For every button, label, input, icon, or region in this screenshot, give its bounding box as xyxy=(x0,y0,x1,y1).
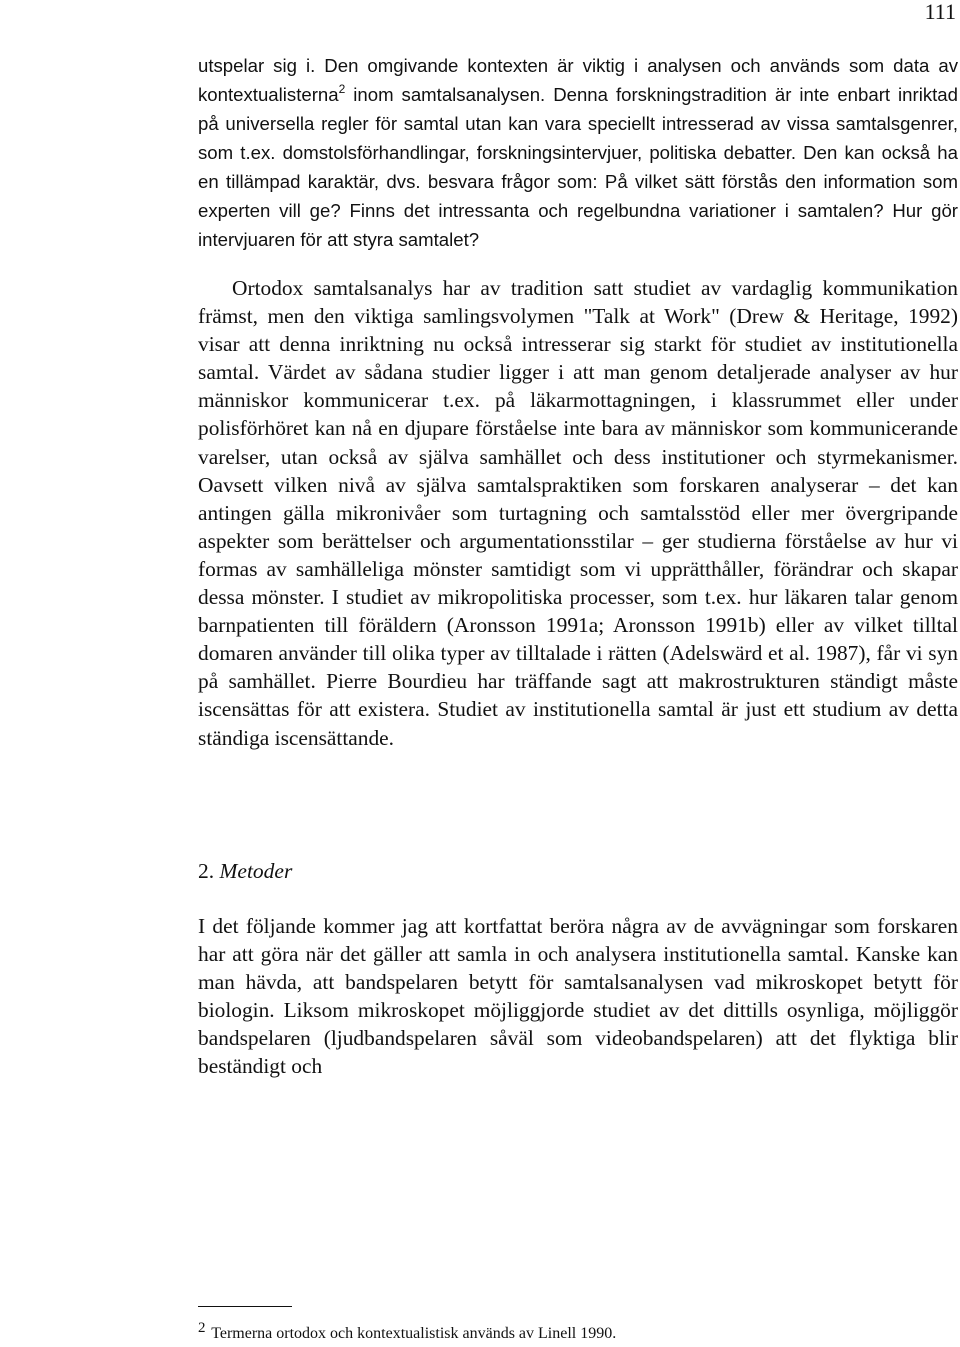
footnote-reference: 2 xyxy=(338,82,346,96)
body-paragraph-2 xyxy=(198,274,958,752)
footnote-mark: 2 xyxy=(198,1320,206,1336)
body-paragraph-1 xyxy=(198,51,958,254)
section-title: Metoder xyxy=(219,859,293,883)
footnote-divider xyxy=(198,1306,292,1307)
body-paragraph-3 xyxy=(198,912,958,1081)
paragraph-1-text-b: inom samtalsanalysen. Denna forskningstradition är inte enbart inriktad på universella regler för samtal utan kan vara speciellt intresserad av vissa samtalsgenrer, som t.ex. domstolsförhandlingar, forskningsintervjuer, politiska debatter. Den kan också ha en tillämpad karaktär, dvs. besvara frågor som: På vilket sätt förstås den information som experten vill ge? Finns det intressanta och regelbundna variationer i samtalen? Hur gör intervjuaren för att styra samtalet? xyxy=(198,84,958,250)
footnote-text: Termerna ortodox och kontextualistisk används av Linell 1990. xyxy=(211,1325,617,1342)
page-number: 111 xyxy=(924,0,956,24)
section-heading xyxy=(198,857,292,885)
paragraph-1-text-a: utspelar sig i. Den omgivande kontexten är viktig i analysen och används som data av kontextualisterna xyxy=(198,55,958,105)
paragraph-3-text: I det följande kommer jag att kortfattat beröra några av de avvägningar som forskaren har att göra när det gäller att samla in och analysera institutionella samtal. Kanske kan man hävda, att bandspelaren betytt för samtalsanalysen vad mikroskopet betytt för biologin. Liksom mikroskopet möjliggjorde studiet av det dittills osynliga, möjliggör bandspelaren (ljudbandspelaren såväl som videobandspelaren) att det flyktiga blir beständigt och xyxy=(198,914,958,1079)
footnote xyxy=(198,1317,616,1345)
section-number: 2. xyxy=(198,859,215,883)
paragraph-2-text: Ortodox samtalsanalys har av tradition satt studiet av vardaglig kommunikation främst, men den viktiga samlingsvolymen "Talk at Work" (Drew & Heritage, 1992) visar att denna inriktning nu också intresserar sig starkt för studiet av institutionella samtal. Värdet av sådana studier ligger i att man genom detaljerade analyser av hur människor kommunicerar t.ex. på läkarmottagningen, i klassrummet eller under polisförhöret kan nå en djupare förståelse inte bara av människor som kommunicerande varelser, utan också av själva samhället och dess institutioner och styrmekanismer. Oavsett vilken nivå av själva samtalspraktiken som forskaren analyserar – det kan antingen gälla mikronivåer som turtagning och samtalsstöd eller mer övergripande aspekter som berättelser och argumentationsstilar – ger studierna förståelse av hur vi formas av samhälleliga mönster samtidigt som vi upprätthåller, förändrar och skapar dessa mönster. I studiet av mikropolitiska processer, som t.ex. hur läkaren talar genom barnpatienten till föräldern (Aronsson 1991a; Aronsson 1991b) eller av vilket tilltal domaren använder till olika typer av tilltalade i rätten (Adelswärd et al. 1987), får vi syn på samhället. Pierre Bourdieu har träffande sagt att makrostrukturen ständigt måste iscensättas för att existera. Studiet av institutionella samtal är just ett studium av detta ständiga iscensättande. xyxy=(198,276,958,750)
